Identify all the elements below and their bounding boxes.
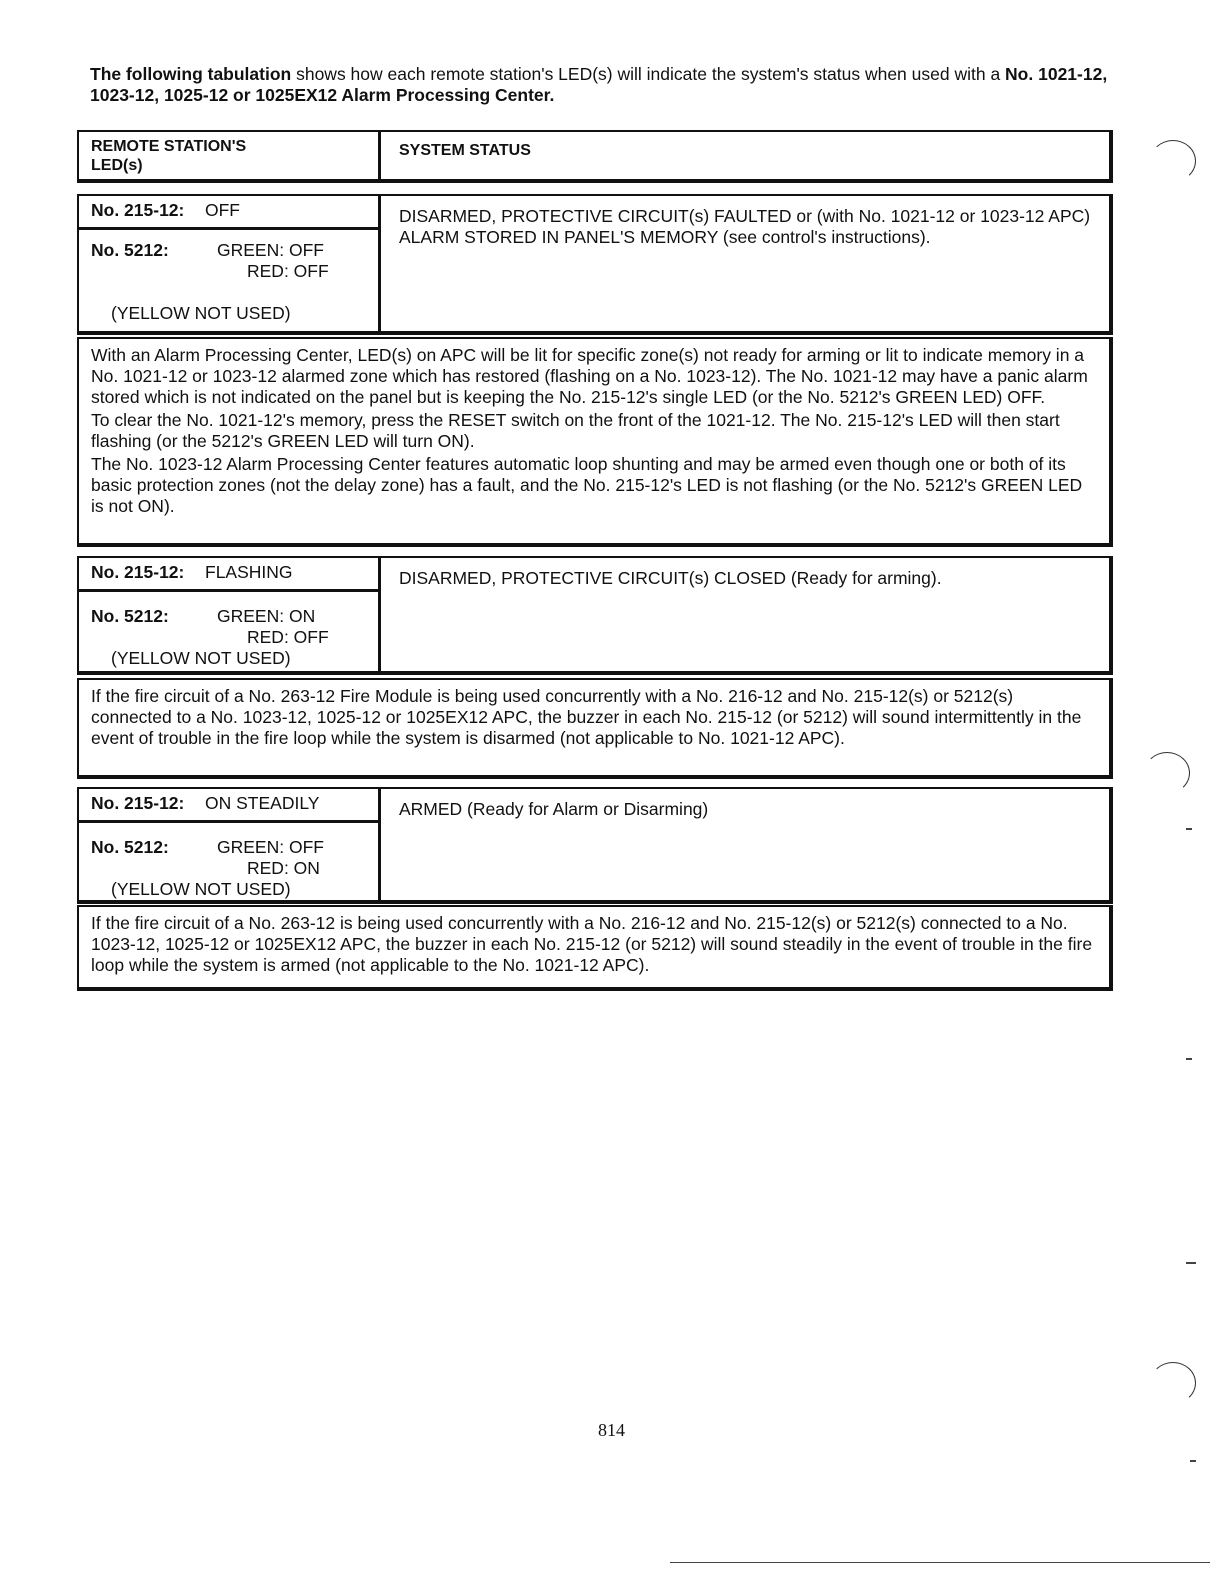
bottom-edge-line: [670, 1562, 1210, 1563]
note-paragraph: The No. 1023-12 Alarm Processing Center features automatic loop shunting and may be armed even though one or both of its basic protection zones (not the delay zone) has a fault, and the No. 215-12's LED is not flashing (or the No. 5212's GREEN LED is not ON).: [91, 454, 1083, 516]
row-left-cell: [79, 789, 381, 900]
red-led-state: RED: ON: [247, 858, 320, 878]
intro-paragraph: [90, 64, 1120, 106]
row-status-text: DISARMED, PROTECTIVE CIRCUIT(s) CLOSED (Ready for arming).: [399, 568, 942, 588]
model-5212-label: No. 5212:: [91, 240, 169, 260]
row-left-cell: [79, 196, 381, 331]
note-paragraph: If the fire circuit of a No. 263-12 Fire Module is being used concurrently with a No. 216-12 and No. 215-12(s) or 5212(s) connected to a No. 1023-12, 1025-12 or 1025EX12 APC, the buzzer in each No. 215-12 (or 5212) will sound intermittently in the event of trouble in the fire loop while the system is disarmed (not applicable to No. 1021-12 APC).: [91, 686, 1082, 748]
binder-hole-mark: [1150, 1362, 1196, 1404]
row-215-line: [79, 789, 378, 823]
intro-bold-lead: The following tabulation: [90, 64, 292, 84]
green-led-state: GREEN: OFF: [217, 837, 324, 857]
row-5212-block: [79, 602, 378, 673]
binder-hole-mark: [1150, 140, 1196, 182]
scan-mark: [1190, 1460, 1196, 1462]
header-system-status: SYSTEM STATUS: [399, 142, 531, 159]
row-5212-block: [79, 833, 378, 904]
green-led-state: GREEN: ON: [217, 606, 316, 626]
yellow-note: (YELLOW NOT USED): [111, 879, 291, 899]
yellow-note: (YELLOW NOT USED): [111, 303, 291, 323]
red-led-state: RED: OFF: [247, 627, 329, 647]
row-status-text: ARMED (Ready for Alarm or Disarming): [399, 799, 709, 819]
row-left-cell: [79, 558, 381, 671]
note-block-fire-armed: [77, 905, 1113, 991]
note-paragraph: If the fire circuit of a No. 263-12 is being used concurrently with a No. 216-12 and No. 215-12(s) or 5212(s) connected to a No. 1023-12, 1025-12 or 1025EX12 APC, the buzzer in each No. 215-12 (or 5212) will sound steadily in the event of trouble in the fire loop while the system is armed (not applicable to the No. 1021-12 APC).: [91, 913, 1093, 975]
note-paragraph: With an Alarm Processing Center, LED(s) on APC will be lit for specific zone(s) not ready for arming or lit to indicate memory in a No. 1021-12 or 1023-12 alarmed zone which has restored (flashing on a No. 1023-12). The No. 1021-12 may have a panic alarm stored which is not indicated on the panel but is keeping the No. 215-12's single LED (or the No. 5212's GREEN LED) OFF.: [91, 345, 1088, 407]
intro-bold-models: No. 1021-12, 1023-12, 1025-12 or 1025EX12 Alarm Processing Center.: [90, 64, 1108, 105]
model-5212-label: No. 5212:: [91, 837, 169, 857]
scan-mark: [1186, 1058, 1192, 1060]
red-led-state: RED: OFF: [247, 261, 329, 281]
header-left-cell: [79, 132, 381, 179]
scan-mark: [1186, 1262, 1196, 1264]
row-215-line: [79, 196, 378, 230]
model-215-label: No. 215-12:: [91, 200, 185, 220]
model-215-value: ON STEADILY: [205, 793, 320, 813]
header-right-cell: [381, 132, 1109, 179]
model-215-label: No. 215-12:: [91, 562, 185, 582]
model-215-label: No. 215-12:: [91, 793, 185, 813]
page-number: 814: [598, 1420, 625, 1440]
row-5212-block: [79, 236, 378, 328]
green-led-state: GREEN: OFF: [217, 240, 324, 260]
note-block-fire-disarmed: [77, 678, 1113, 779]
table-header: [77, 130, 1113, 183]
model-215-value: FLASHING: [205, 562, 293, 582]
note-paragraph: To clear the No. 1021-12's memory, press the RESET switch on the front of the 1021-12. The No. 215-12's LED will then start flashing (or the 5212's GREEN LED will turn ON).: [91, 410, 1060, 451]
binder-hole-mark: [1144, 752, 1190, 794]
table-row: [77, 556, 1113, 675]
yellow-note: (YELLOW NOT USED): [111, 648, 291, 668]
model-5212-label: No. 5212:: [91, 606, 169, 626]
row-215-line: [79, 558, 378, 592]
model-215-value: OFF: [205, 200, 240, 220]
row-status-text: DISARMED, PROTECTIVE CIRCUIT(s) FAULTED or (with No. 1021-12 or 1023-12 APC) ALARM STORED IN PANEL'S MEMORY (see control's instructions).: [399, 206, 1091, 247]
table-row: [77, 787, 1113, 904]
intro-text: shows how each remote station's LED(s) will indicate the system's status when used with a: [291, 64, 1006, 84]
table-row: [77, 194, 1113, 335]
header-remote-station-leds: REMOTE STATION'S LED(s): [91, 138, 247, 174]
note-block-apc-memory: [77, 337, 1113, 547]
scan-mark: [1186, 828, 1192, 830]
